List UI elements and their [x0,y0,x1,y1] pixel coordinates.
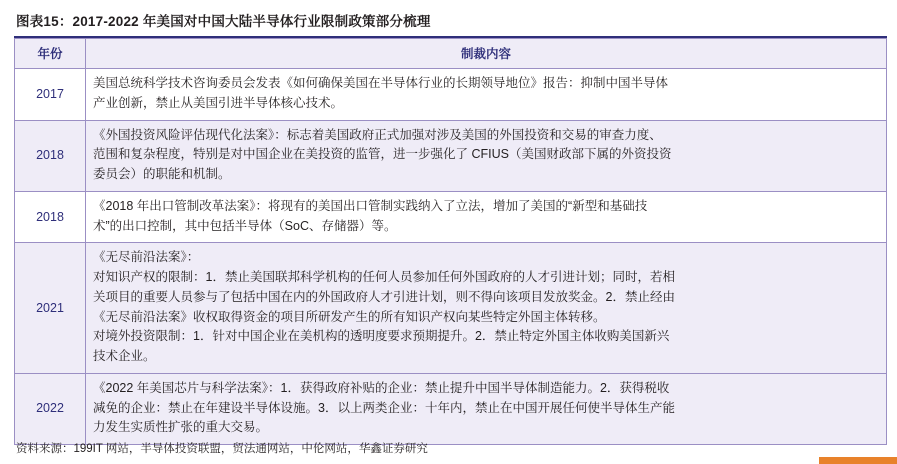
cell-year: 2018 [15,120,86,191]
cell-year: 2021 [15,243,86,374]
column-header-year: 年份 [15,39,86,69]
table-row [15,120,887,191]
table-header [15,39,887,69]
column-header-content: 制裁内容 [86,39,887,69]
table-row [15,191,887,243]
content-line: 《外国投资风险评估现代化法案》：标志着美国政府正式加强对涉及美国的外国投资和交易的审查力度、 [93,127,662,142]
content-line: 范围和复杂程度，特别是对中国企业在美投资的监管，进一步强化了 CFIUS（美国财政部下属的外资投资 [93,147,672,162]
cell-content [86,373,887,444]
cell-year: 2017 [15,69,86,121]
content-line: 《2018 年出口管制改革法案》：将现有的美国出口管制实践纳入了立法，增加了美国的“新型和基础技 [93,198,648,213]
content-line: 力发生实质性扩张的重大交易。 [93,420,269,435]
content-line: 技术企业。 [93,349,156,363]
source-label: 资料来源： [16,443,74,455]
cell-content [86,191,887,243]
content-line: 对境外投资限制：1．针对中国企业在美机构的透明度要求预期提升。2．禁止特定外国主体收购美国新兴 [93,329,670,344]
table-row [15,373,887,444]
cell-content [86,120,887,191]
table-header-row [15,39,887,69]
content-line: 《无尽前沿法案》收权取得资金的项目所研发产生的所有知识产权向某些特定外国主体转移。 [93,309,606,324]
page-title: 图表15：2017-2022 年美国对中国大陆半导体行业限制政策部分梳理 [16,14,431,29]
content-line: 《无尽前沿法案》： [93,250,200,265]
corner-accent-bar [819,457,897,464]
source-note [16,440,428,456]
content-line: 委员会）的职能和机制。 [93,167,231,181]
content-line: 产业创新，禁止从美国引进半导体核心技术。 [93,95,344,110]
content-line: 《2022 年美国芯片与科学法案》：1．获得政府补贴的企业：禁止提升中国半导体制造能力。2．获得税收 [93,380,670,395]
cell-content [86,243,887,374]
table-body [15,69,887,445]
content-line: 关项目的重要人员参与了包括中国在内的外国政府人才引进计划，则不得向该项目发放奖金。2．禁止经由 [93,289,675,304]
table-row [15,243,887,374]
cell-year: 2022 [15,373,86,444]
content-line: 美国总统科学技术咨询委员会发表《如何确保美国在半导体行业的长期领导地位》报告：抑制中国半导体 [93,76,669,90]
content-line: 术”的出口控制，其中包括半导体（SoC、存储器）等。 [93,218,397,233]
content-line: 对知识产权的限制：1．禁止美国联邦科学机构的任何人员参加任何外国政府的人才引进计划；同时，若相 [93,270,675,284]
content-line: 减免的企业：禁止在年建设半导体设施。3．以上两类企业：十年内，禁止在中国开展任何使半导体生产能 [93,400,675,415]
cell-year: 2018 [15,191,86,243]
source-text: 199IT 网站，半导体投资联盟，贸法通网站，中伦网站，华鑫证券研究 [73,443,428,455]
table-row [15,69,887,121]
policy-table [14,38,887,445]
cell-content [86,69,887,121]
